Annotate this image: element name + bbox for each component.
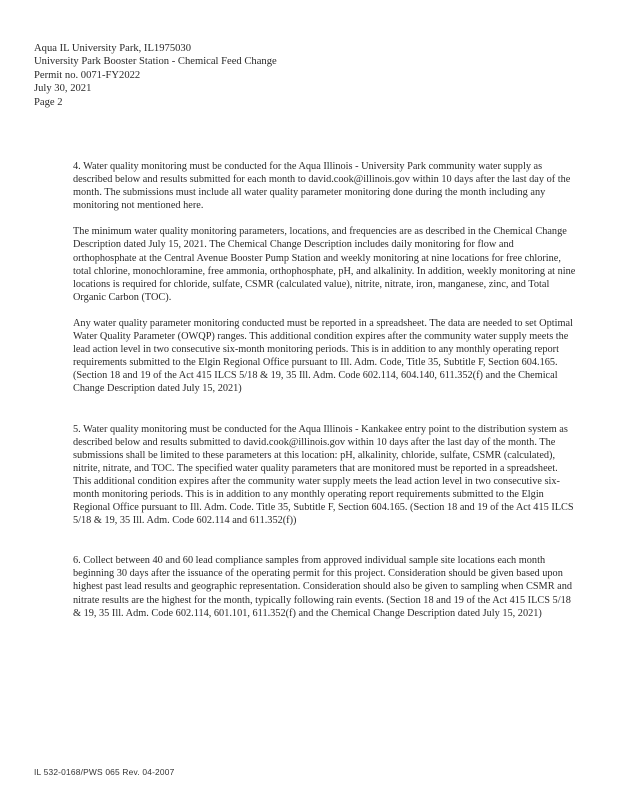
condition-4-paragraph-3: Any water quality parameter monitoring conducted must be reported in a spreadsheet. The data are needed to set Optimal Water Quality Parameter (OWQP) ranges. This additional condition expires after the community water supply meets the lead action level in two consecutive six-month monitoring periods. This is in addition to any monthly operating report requirements submitted to the Elgin Regional Office pursuant to Ill. Adm. Code, Title 35, Subtitle F, Section 604.165. (Section 18 and 19 of the Act 415 ILCS 5/18 & 19, 35 Ill. Adm. Code 602.114, 604.140, 611.352(f) and the Chemical Change Description dated July 15, 2021)	[73, 317, 573, 395]
header-project-title: University Park Booster Station - Chemical Feed Change	[34, 56, 277, 68]
form-number-footer: IL 532-0168/PWS 065 Rev. 04-2007	[34, 767, 175, 777]
header-page-number: Page 2	[34, 96, 63, 108]
header-permit-number: Permit no. 0071-FY2022	[34, 69, 141, 81]
condition-4-paragraph-1: 4. Water quality monitoring must be conducted for the Aqua Illinois - University Park community water supply as described below and results submitted for each month to david.cook@illinois.gov within 10 days after the last day of the month. The submissions must include all water quality parameter monitoring done during the month including any monitoring not mentioned here.	[73, 161, 571, 212]
header-date: July 30, 2021	[34, 83, 92, 95]
condition-5-paragraph: 5. Water quality monitoring must be conducted for the Aqua Illinois - Kankakee entry point to the distribution system as described below and results submitted to david.cook@illinois.gov within 10 days after the last day of the month. The submissions shall be limited to these parameters at this location: pH, alkalinity, chloride, sulfate, CSMR (calculated), nitrite, nitrate, and TOC. The specified water quality parameters that are monitored must be reported in a spreadsheet. This additional condition expires after the community water supply meets the lead action level in two consecutive six-month monitoring periods. This is in addition to any monthly operating report requirements submitted to the Elgin Regional Office pursuant to Ill. Adm. Code. Title 35, Subtitle F, Section 604.165. (Section 18 and 19 of the Act 415 ILCS 5/18 & 19, 35 Ill. Adm. Code 602.114 and 611.352(f))	[73, 423, 574, 527]
header-system-name: Aqua IL University Park, IL1975030	[34, 43, 192, 54]
permit-conditions	[73, 160, 578, 620]
condition-4-paragraph-2: The minimum water quality monitoring parameters, locations, and frequencies are as described in the Chemical Change Description dated July 15, 2021. The Chemical Change Description includes daily monitoring for flow and orthophosphate at the Central Avenue Booster Pump Station and weekly monitoring at nine locations for free chlorine, total chlorine, monochloramine, free ammonia, orthophosphate, pH, and alkalinity. In addition, weekly monitoring at nine locations is required for chloride, sulfate, CSMR (calculated value), nitrite, nitrate, iron, manganese, zinc, and Total Organic Carbon (TOC).	[73, 226, 576, 303]
condition-6-paragraph: 6. Collect between 40 and 60 lead compliance samples from approved individual sample site locations each month beginning 30 days after the issuance of the operating permit for this project. Consideration should be given based upon highest past lead results and geographic representation. Consideration should also be given to sampling when CSMR and nitrate results are the highest for the month, typically following rain events. (Section 18 and 19 of the Act 415 ILCS 5/18 & 19, 35 Ill. Adm. Code 602.114, 601.101, 611.352(f) and the Chemical Change Description dated July 15, 2021)	[73, 555, 573, 619]
letter-header	[34, 42, 277, 109]
